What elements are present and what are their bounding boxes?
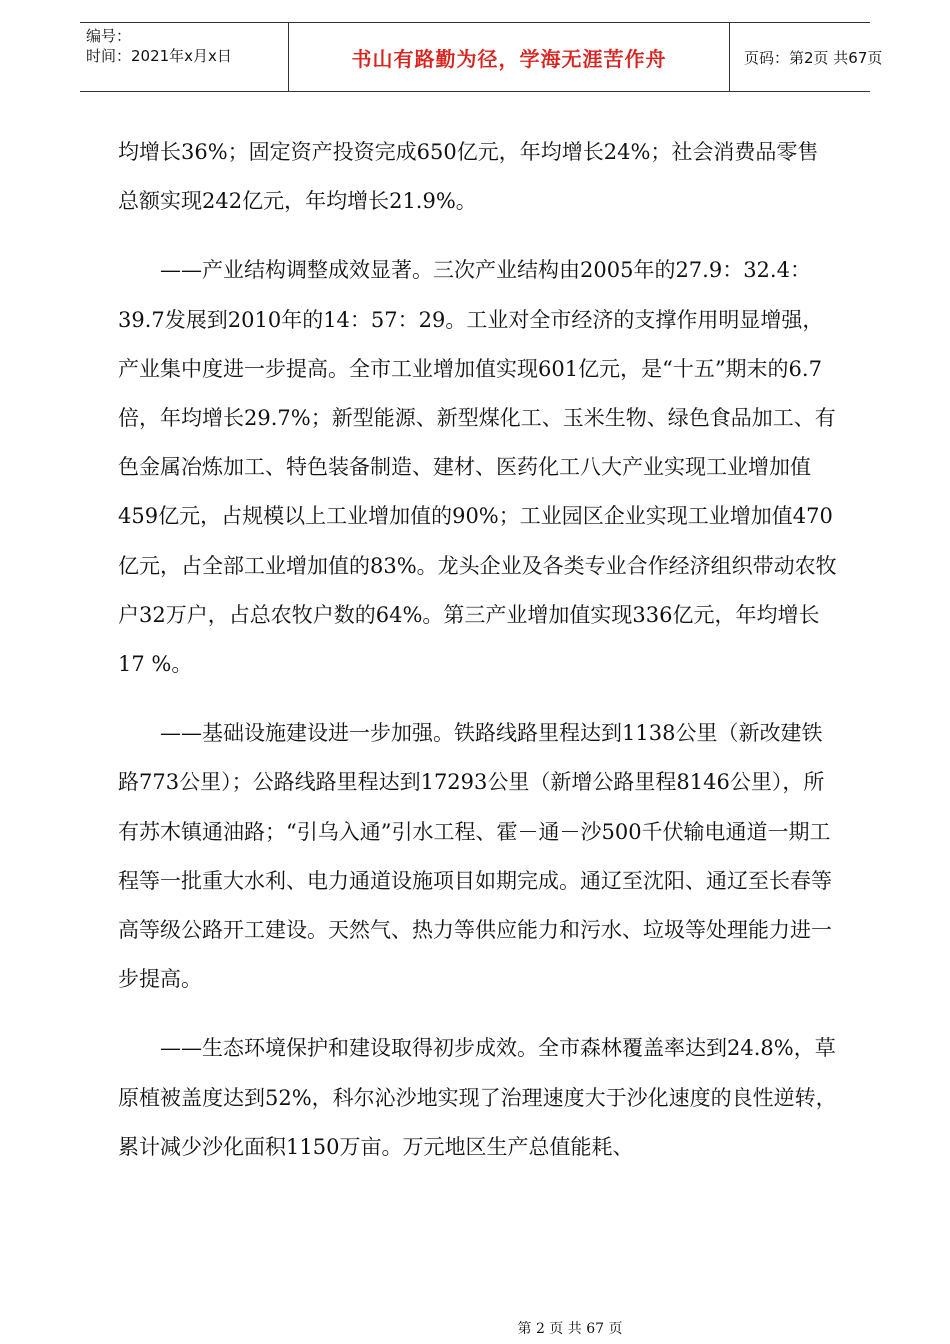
page-header	[80, 22, 883, 92]
page-footer: 第 2 页 共 67 页	[517, 1321, 623, 1337]
header-meta	[80, 23, 288, 91]
body-paragraph: ——产业结构调整成效显著。三次产业结构由2005年的27.9：32.4：39.7发展到2010年的14：57：29。工业对全市经济的支撑作用明显增强，产业集中度进一步提高。全市工业增加值实现601亿元，是“十五”期末的6.7倍，年均增长29.7%；新型能源、新型煤化工、玉米生物、绿色食品加工、有色金属冶炼加工、特色装备制造、建材、医药化工八大产业实现工业增加值459亿元，占规模以上工业增加值的90%；工业园区企业实现工业增加值470亿元，占全部工业增加值的83%。龙头企业及各类专业合作经济组织带动农牧户32万户，占总农牧户数的64%。第三产业增加值实现336亿元，年均增长17 %。	[118, 258, 837, 677]
document-time-label: 时间：2021年x月x日	[86, 47, 232, 65]
header-motto: 书山有路勤为径，学海无涯苦作舟	[288, 23, 730, 91]
header-page-info: 页码：第2页 共67页	[744, 48, 883, 67]
body-paragraph: ——生态环境保护和建设取得初步成效。全市森林覆盖率达到24.8%，草原植被盖度达到52%，科尔沁沙地实现了治理速度大于沙化速度的良性逆转，累计减少沙化面积1150万亩。万元地区生产总值能耗、	[118, 1036, 837, 1159]
body-paragraph: ——基础设施建设进一步加强。铁路线路里程达到1138公里（新改建铁路773公里）；公路线路里程达到17293公里（新增公路里程8146公里），所有苏木镇通油路；“引乌入通”引水工程、霍－通－沙500千伏输电通道一期工程等一批重大水利、电力通道设施项目如期完成。通辽至沈阳、通辽至长春等高等级公路开工建设。天然气、热力等供应能力和污水、垃圾等处理能力进一步提高。	[118, 721, 832, 992]
document-number-label: 编号：	[86, 27, 132, 45]
document-body	[118, 128, 838, 1192]
body-paragraph: 均增长36%；固定资产投资完成650亿元，年均增长24%；社会消费品零售总额实现242亿元，年均增长21.9%。	[118, 140, 819, 214]
